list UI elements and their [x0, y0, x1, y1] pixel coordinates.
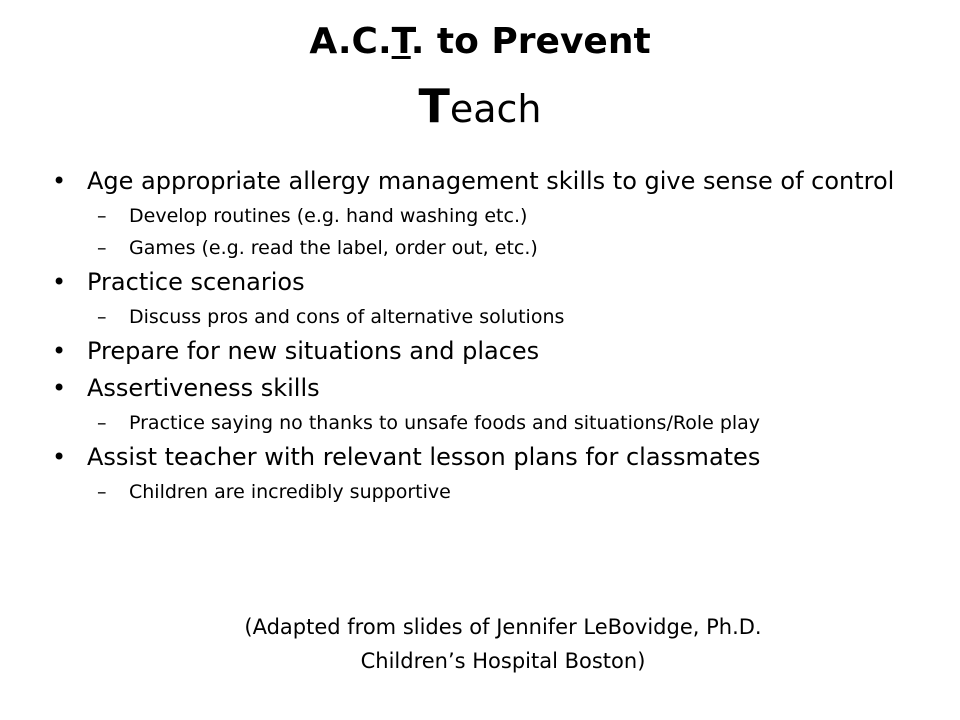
bullet-text: Practice scenarios	[87, 268, 305, 296]
bullet-marker: •	[52, 337, 67, 365]
sub-bullet-text: Discuss pros and cons of alternative solutions	[129, 306, 565, 328]
bullet-item	[48, 336, 928, 367]
sub-bullet-text: Children are incredibly supportive	[129, 481, 451, 503]
dash-marker: –	[97, 237, 107, 259]
dash-marker: –	[97, 412, 107, 434]
title-suffix: . to Prevent	[410, 21, 651, 62]
sub-bullet-item	[48, 203, 928, 229]
sub-bullet-item	[48, 235, 928, 261]
bullet-text: Assertiveness skills	[87, 374, 320, 402]
slide-title	[0, 18, 960, 66]
bullet-text: Assist teacher with relevant lesson plans for classmates	[87, 443, 761, 471]
bullet-text: Prepare for new situations and places	[87, 337, 540, 365]
subtitle-rest: each	[449, 87, 542, 131]
bullet-text: Age appropriate allergy management skills to give sense of control	[87, 167, 895, 195]
dash-marker: –	[97, 306, 107, 328]
subtitle-big-letter: T	[418, 79, 450, 133]
dash-marker: –	[97, 481, 107, 503]
bullet-marker: •	[52, 268, 67, 296]
sub-bullet-item	[48, 479, 928, 505]
bullet-item	[48, 373, 928, 404]
bullet-list	[48, 160, 928, 505]
title-underlined-letter: T	[391, 21, 411, 62]
sub-bullet-item	[48, 410, 928, 436]
slide-subtitle	[0, 80, 960, 135]
bullet-item	[48, 442, 928, 473]
bullet-item	[48, 166, 928, 197]
bullet-marker: •	[52, 167, 67, 195]
bullet-marker: •	[52, 374, 67, 402]
sub-bullet-text: Games (e.g. read the label, order out, etc.)	[129, 237, 538, 259]
sub-bullet-item	[48, 304, 928, 330]
dash-marker: –	[97, 205, 107, 227]
attribution-line-1: (Adapted from slides of Jennifer LeBovidge, Ph.D.	[244, 615, 762, 639]
attribution	[0, 610, 960, 678]
bullet-item	[48, 267, 928, 298]
sub-bullet-text: Practice saying no thanks to unsafe foods and situations/Role play	[129, 412, 761, 434]
attribution-line-2: Children’s Hospital Boston)	[360, 649, 646, 673]
sub-bullet-text: Develop routines (e.g. hand washing etc.)	[129, 205, 528, 227]
title-prefix: A.C.	[309, 21, 392, 62]
bullet-marker: •	[52, 443, 67, 471]
